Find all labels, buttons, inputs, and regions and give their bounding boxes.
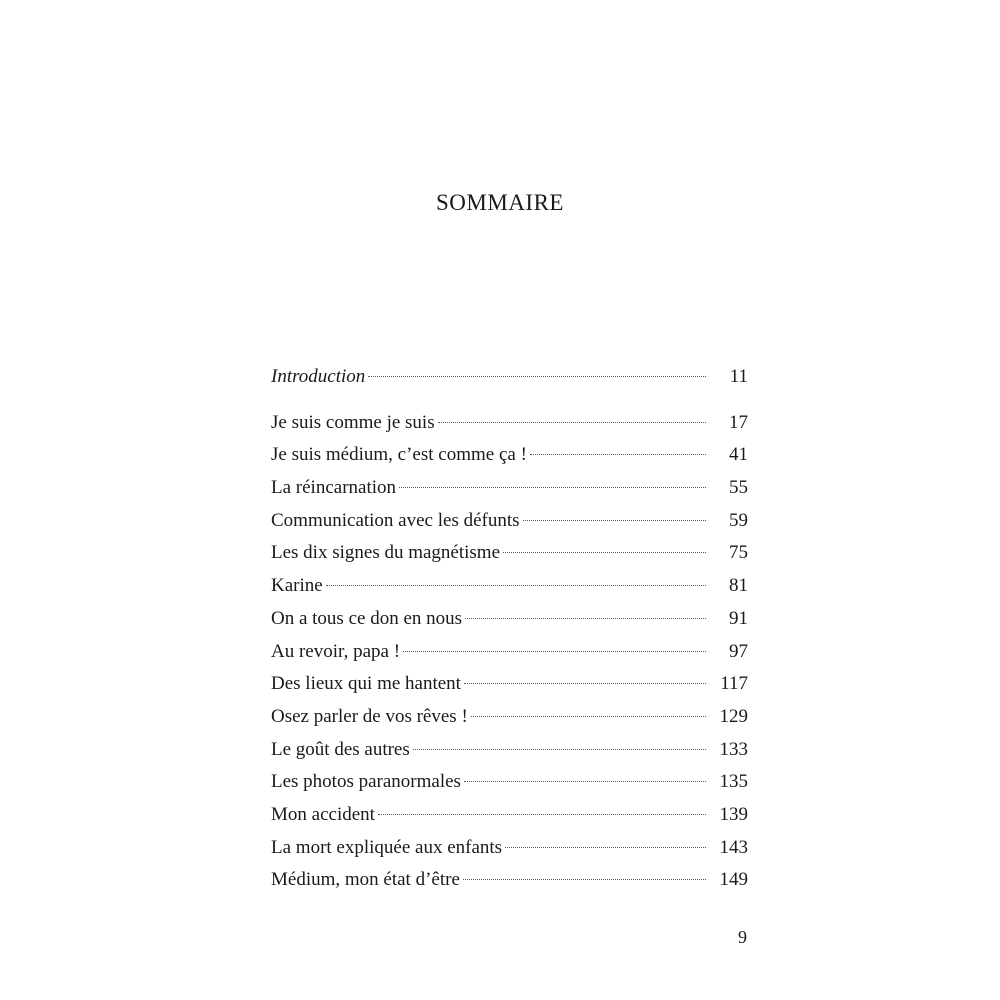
toc-row [271, 832, 748, 865]
dot-leader [413, 749, 706, 750]
toc-row [271, 668, 748, 701]
toc-row [271, 570, 748, 603]
toc-entry-title: Osez parler de vos rêves ! [271, 705, 468, 727]
dot-leader [505, 847, 706, 848]
toc-entry-title: On a tous ce don en nous [271, 607, 463, 629]
toc-entry-title: Au revoir, papa ! [271, 640, 401, 662]
toc-entry-title: Je suis médium, c’est comme ça ! [271, 444, 527, 466]
dot-leader [326, 585, 706, 586]
toc-entry-page: 81 [729, 575, 748, 597]
dot-leader [438, 422, 706, 423]
toc-entry-page: 139 [719, 803, 748, 825]
toc-entry-page: 117 [720, 673, 748, 695]
table-of-contents [271, 361, 748, 897]
toc-entry-page: 149 [719, 869, 748, 891]
toc-row [271, 766, 748, 799]
dot-leader [368, 376, 706, 377]
toc-entry-page: 91 [729, 607, 748, 629]
toc-entry-page: 129 [719, 705, 748, 727]
toc-row [271, 701, 748, 734]
toc-entry-page: 97 [729, 640, 748, 662]
toc-entry-page: 55 [729, 477, 748, 499]
page-title: SOMMAIRE [436, 190, 564, 215]
dot-leader [503, 552, 706, 553]
dot-leader [463, 879, 706, 880]
toc-entry-title: La mort expliquée aux enfants [271, 836, 503, 858]
toc-entry-title: Les photos paranormales [271, 771, 461, 793]
toc-entry-title: La réincarnation [271, 477, 397, 499]
toc-row [271, 734, 748, 767]
toc-entry-title: Karine [271, 575, 323, 597]
toc-entry-page: 41 [729, 444, 748, 466]
toc-row [271, 799, 748, 832]
toc-row [271, 603, 748, 636]
dot-leader [465, 618, 706, 619]
toc-entry-page: 11 [729, 366, 748, 387]
toc-entry-title: Le goût des autres [271, 738, 410, 760]
dot-leader [530, 454, 706, 455]
toc-entry-title: Des lieux qui me hantent [271, 673, 461, 695]
toc-entry-title: Médium, mon état d’être [271, 869, 460, 891]
dot-leader [471, 716, 706, 717]
toc-row-introduction [271, 361, 748, 394]
toc-row [271, 505, 748, 538]
toc-row [271, 537, 748, 570]
toc-entry-page: 143 [719, 836, 748, 858]
dot-leader [523, 520, 706, 521]
toc-entry-title: Mon accident [271, 803, 375, 825]
toc-row [271, 636, 748, 669]
dot-leader [403, 651, 706, 652]
toc-row [271, 864, 748, 897]
toc-entry-title: Les dix signes du magnétisme [271, 542, 501, 564]
toc-entry-page: 17 [729, 411, 748, 433]
toc-row [271, 472, 748, 505]
toc-entry-page: 135 [719, 771, 748, 793]
dot-leader [464, 781, 706, 782]
toc-entry-page: 75 [729, 542, 748, 564]
toc-entry-title: Communication avec les défunts [271, 509, 520, 531]
page-number: 9 [738, 927, 747, 947]
toc-row [271, 407, 748, 440]
toc-entry-page: 59 [729, 509, 748, 531]
toc-row [271, 439, 748, 472]
toc-entry-title: Introduction [271, 366, 366, 387]
dot-leader [399, 487, 706, 488]
toc-entry-title: Je suis comme je suis [271, 411, 435, 433]
dot-leader [378, 814, 706, 815]
dot-leader [464, 683, 706, 684]
toc-entry-page: 133 [719, 738, 748, 760]
